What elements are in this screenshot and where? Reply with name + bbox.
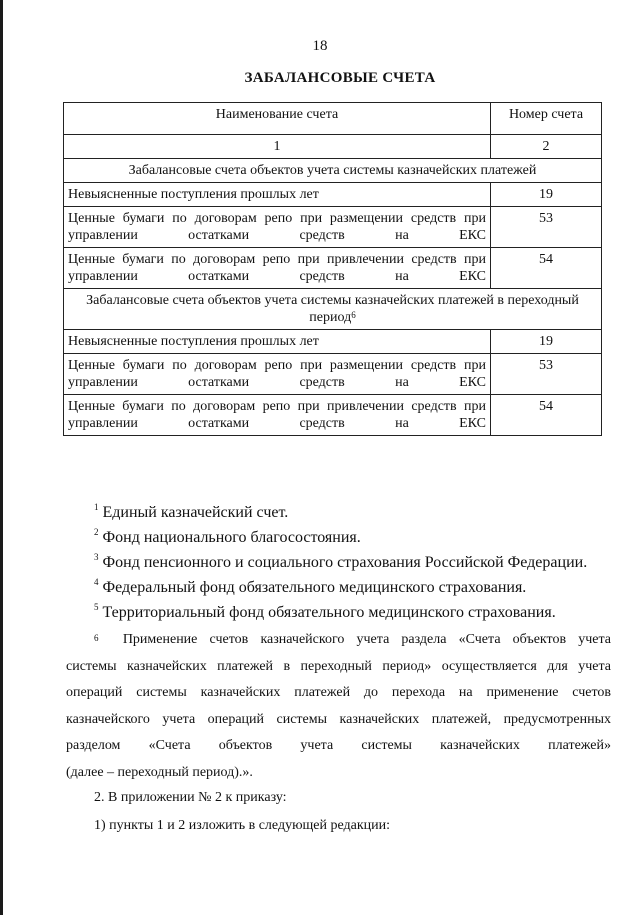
scan-edge: [0, 0, 3, 915]
table-row: [64, 183, 602, 207]
account-number: 19: [491, 183, 602, 207]
table-row: [64, 395, 602, 436]
footnote: [94, 554, 587, 572]
paragraph-line: казначейского учета операций системы казначейских платежей, предусмотренных: [66, 711, 611, 727]
paragraph-line: $^6$ Применение счетов казначейского учета раздела «Счета объектов учета: [94, 632, 611, 647]
section-title-transitional: [64, 289, 602, 330]
footnote-text: Территориальный фонд обязательного медицинского страхования.: [102, 604, 556, 621]
page-title: ЗАБАЛАНСОВЫЕ СЧЕТА: [244, 70, 436, 86]
account-number: 54: [491, 395, 602, 436]
footnote-mark: 1: [94, 502, 99, 512]
footnote-mark: 5: [94, 602, 99, 612]
account-number: 19: [491, 330, 602, 354]
paragraph-line: операций системы казначейских платежей до перехода на применение счетов: [66, 685, 611, 700]
footnote-mark: 4: [94, 577, 99, 587]
column-header-name: Наименование счета: [64, 103, 491, 135]
footnote-ref: 6: [351, 310, 356, 320]
table-row: [64, 330, 602, 354]
table-row: [64, 354, 602, 395]
column-header-number: Номер счета: [491, 103, 602, 135]
account-name: Ценные бумаги по договорам репо при размещении средств при управлении остатками средств на ЕКС: [64, 354, 491, 395]
column-index-number: 2: [491, 135, 602, 159]
footnote-mark: 2: [94, 527, 99, 537]
section-title-text: Забалансовые счета объектов учета системы казначейских платежей в переходный период: [86, 293, 579, 325]
table-header-row: [64, 103, 602, 135]
section-row: [64, 159, 602, 183]
column-index-row: [64, 135, 602, 159]
column-index-name: 1: [64, 135, 491, 159]
footnote: [94, 504, 288, 522]
account-number: 53: [491, 354, 602, 395]
amendment-item-2-1: 1) пункты 1 и 2 изложить в следующей редакции:: [94, 818, 391, 833]
paragraph-line: разделом «Счета объектов учета системы казначейских платежей»: [66, 738, 611, 753]
account-number: 53: [491, 207, 602, 248]
section-title: Забалансовые счета объектов учета системы казначейских платежей: [64, 159, 602, 183]
paragraph-line: (далее – переходный период).».: [66, 764, 253, 780]
account-name: Ценные бумаги по договорам репо при привлечении средств при управлении остатками средств на ЕКС: [64, 248, 491, 289]
account-name: Ценные бумаги по договорам репо при привлечении средств при управлении остатками средств на ЕКС: [64, 395, 491, 436]
footnote-text: Федеральный фонд обязательного медицинского страхования.: [102, 579, 527, 596]
footnote-text: Единый казначейский счет.: [102, 504, 289, 521]
page-number: 18: [312, 38, 328, 54]
footnote: [94, 579, 526, 597]
footnote: [94, 604, 556, 622]
table-row: [64, 248, 602, 289]
footnote-mark: 6: [94, 633, 99, 643]
account-number: 54: [491, 248, 602, 289]
account-name: Невыясненные поступления прошлых лет: [64, 330, 491, 354]
section-row: [64, 289, 602, 330]
account-name: Невыясненные поступления прошлых лет: [64, 183, 491, 207]
footnote-text: Фонд национального благосостояния.: [102, 529, 361, 546]
amendment-item-2: 2. В приложении № 2 к приказу:: [94, 790, 287, 805]
footnote-text: Фонд пенсионного и социального страхования Российской Федерации.: [102, 554, 588, 571]
paragraph-line: системы казначейских платежей в переходный период» осуществляется для учета: [66, 658, 611, 674]
table-row: [64, 207, 602, 248]
footnote: [94, 529, 361, 547]
accounts-table: [63, 102, 602, 436]
footnote-6-paragraph: [66, 627, 611, 786]
account-name: Ценные бумаги по договорам репо при размещении средств при управлении остатками средств на ЕКС: [64, 207, 491, 248]
footnote-mark: 3: [94, 552, 99, 562]
